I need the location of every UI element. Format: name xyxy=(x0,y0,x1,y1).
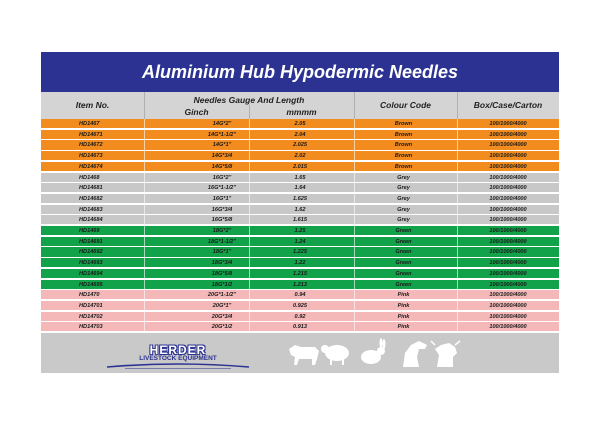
table-row xyxy=(41,322,559,332)
column-divider xyxy=(249,237,250,247)
item-no-cell: HD14674 xyxy=(79,163,103,170)
column-divider xyxy=(354,290,355,300)
box-case-carton-cell: 100/1000/4000 xyxy=(489,185,527,192)
box-case-carton-cell: 100/1000/4000 xyxy=(489,131,527,138)
item-no-cell: HD14684 xyxy=(79,217,103,224)
header-divider xyxy=(144,92,145,119)
colour-code-cell: Brown xyxy=(394,121,413,127)
table-row xyxy=(41,151,559,161)
table-row xyxy=(41,312,559,322)
column-divider xyxy=(144,269,145,279)
colour-code-cell: Grey xyxy=(397,195,410,202)
colour-code-cell: Pink xyxy=(397,313,410,320)
mm-cell: 1.25 xyxy=(294,228,306,234)
column-divider xyxy=(354,130,355,140)
ginch-cell: 20G*1" xyxy=(212,302,232,309)
box-case-carton-cell: 100/1000/4000 xyxy=(489,238,527,245)
cattle-icon xyxy=(289,345,319,365)
herder-logo xyxy=(103,343,253,369)
column-divider xyxy=(249,162,250,172)
rabbit-icon xyxy=(361,338,386,364)
header-box-case-carton: Box/Case/Carton xyxy=(473,100,543,110)
column-divider xyxy=(457,205,458,215)
item-no-cell: HD14695 xyxy=(79,281,103,288)
item-no-cell: HD14701 xyxy=(79,302,103,309)
table-row xyxy=(41,130,559,140)
box-case-carton-cell: 100/1000/4000 xyxy=(489,260,527,267)
header-divider xyxy=(457,92,458,119)
column-divider xyxy=(144,183,145,193)
column-divider xyxy=(249,322,250,332)
box-case-carton-cell: 100/1000/4000 xyxy=(489,195,527,202)
box-case-carton-cell: 100/1000/4000 xyxy=(489,324,527,331)
item-no-cell: HD14694 xyxy=(79,270,103,277)
item-no-cell: HD14683 xyxy=(79,206,103,213)
colour-code-cell: Grey xyxy=(397,185,410,192)
sheep-icon xyxy=(321,345,349,365)
colour-code-cell: Grey xyxy=(397,174,410,181)
column-divider xyxy=(144,194,145,204)
column-divider xyxy=(354,226,355,236)
table-row xyxy=(41,194,559,204)
column-divider xyxy=(144,140,145,150)
table-header xyxy=(41,92,559,119)
mm-cell: 2.02 xyxy=(294,153,306,160)
item-no-cell: HD14691 xyxy=(79,238,103,245)
column-divider xyxy=(144,237,145,247)
table-row xyxy=(41,301,559,311)
footer-bar xyxy=(41,333,559,373)
column-divider xyxy=(144,247,145,257)
mm-cell: 0.913 xyxy=(293,324,307,331)
box-case-carton-cell: 100/1000/4000 xyxy=(489,163,527,170)
header-divider xyxy=(354,92,355,119)
column-divider xyxy=(249,258,250,268)
ginch-cell: 14G*5/8 xyxy=(211,163,233,170)
mm-cell: 0.925 xyxy=(293,302,307,309)
item-no-cell: HD14693 xyxy=(79,260,103,267)
table-row xyxy=(41,247,559,257)
column-divider xyxy=(457,301,458,311)
ginch-cell: 18G*3/4 xyxy=(211,260,233,267)
ginch-cell: 14G*3/4 xyxy=(211,153,233,160)
ginch-cell: 18G*5/8 xyxy=(211,270,233,277)
colour-code-cell: Green xyxy=(395,260,412,267)
column-divider xyxy=(354,258,355,268)
mm-cell: 1.22 xyxy=(294,260,306,267)
table-row xyxy=(41,205,559,215)
table-row xyxy=(41,183,559,193)
ginch-cell: 16G*3/4 xyxy=(211,206,233,213)
column-divider xyxy=(354,215,355,225)
mm-cell: 1.215 xyxy=(293,270,307,277)
colour-code-cell: Grey xyxy=(397,217,410,224)
colour-code-cell: Grey xyxy=(397,206,410,213)
column-divider xyxy=(354,312,355,322)
table-row xyxy=(41,290,559,300)
column-divider xyxy=(354,301,355,311)
ginch-cell: 14G*1-1/2" xyxy=(207,131,237,138)
logo-sub: LIVESTOCK EQUIPMENT xyxy=(139,355,217,362)
column-divider xyxy=(457,215,458,225)
column-divider xyxy=(354,183,355,193)
box-case-carton-cell: 100/1000/4000 xyxy=(489,270,527,277)
table-row xyxy=(41,162,559,172)
column-divider xyxy=(457,247,458,257)
column-divider xyxy=(249,290,250,300)
item-no-cell: HD14681 xyxy=(79,185,103,192)
column-divider xyxy=(249,173,250,183)
colour-code-cell: Brown xyxy=(394,131,413,138)
column-divider xyxy=(144,173,145,183)
column-divider xyxy=(457,237,458,247)
ginch-cell: 20G*1/2 xyxy=(211,324,233,331)
item-no-cell: HD14672 xyxy=(79,142,103,149)
ginch-cell: 20G*1-1/2" xyxy=(207,292,237,299)
logo-swoosh-icon xyxy=(105,363,251,369)
column-divider xyxy=(144,162,145,172)
table-row xyxy=(41,258,559,268)
item-no-cell: HD1467 xyxy=(79,121,100,127)
mm-cell: 1.225 xyxy=(293,249,307,256)
column-divider xyxy=(457,173,458,183)
mm-cell: 1.65 xyxy=(294,174,306,181)
item-no-cell: HD1468 xyxy=(79,174,100,181)
item-no-cell: HD1470 xyxy=(79,292,100,299)
column-divider xyxy=(354,280,355,290)
item-no-cell: HD14703 xyxy=(79,324,103,331)
colour-code-cell: Brown xyxy=(394,142,413,149)
column-divider xyxy=(354,119,355,129)
column-divider xyxy=(249,119,250,129)
animal-icons xyxy=(285,337,485,369)
box-case-carton-cell: 100/1000/4000 xyxy=(489,153,527,160)
mm-cell: 2.04 xyxy=(294,131,306,138)
ginch-cell: 20G*3/4 xyxy=(211,313,233,320)
column-divider xyxy=(457,119,458,129)
column-divider xyxy=(144,258,145,268)
column-divider xyxy=(457,194,458,204)
mm-cell: 0.94 xyxy=(294,292,306,299)
ginch-cell: 18G*1-1/2" xyxy=(207,238,237,245)
column-divider xyxy=(457,290,458,300)
column-divider xyxy=(354,194,355,204)
box-case-carton-cell: 100/1000/4000 xyxy=(489,217,527,224)
table-row xyxy=(41,226,559,236)
item-no-cell: HD14702 xyxy=(79,313,103,320)
mm-cell: 1.615 xyxy=(293,217,307,224)
box-case-carton-cell: 100/1000/4000 xyxy=(489,313,527,320)
column-divider xyxy=(249,269,250,279)
box-case-carton-cell: 100/1000/4000 xyxy=(489,302,527,309)
table-row xyxy=(41,269,559,279)
ginch-cell: 18G*1/2 xyxy=(211,281,233,288)
header-ginch: Ginch xyxy=(184,107,209,117)
ginch-cell: 14G*2" xyxy=(212,121,232,127)
box-case-carton-cell: 100/1000/4000 xyxy=(489,174,527,181)
colour-code-cell: Brown xyxy=(394,163,413,170)
column-divider xyxy=(249,312,250,322)
column-divider xyxy=(249,151,250,161)
header-divider xyxy=(249,105,250,119)
column-divider xyxy=(144,205,145,215)
ginch-cell: 18G*2" xyxy=(212,228,232,234)
box-case-carton-cell: 100/1000/4000 xyxy=(489,121,527,127)
mm-cell: 1.625 xyxy=(293,195,307,202)
item-no-cell: HD1469 xyxy=(79,228,100,234)
header-gauge-length: Needles Gauge And Length xyxy=(193,95,305,105)
box-case-carton-cell: 100/1000/4000 xyxy=(489,206,527,213)
column-divider xyxy=(144,215,145,225)
column-divider xyxy=(144,226,145,236)
ginch-cell: 16G*1-1/2" xyxy=(207,185,237,192)
ginch-cell: 14G*1" xyxy=(212,142,232,149)
box-case-carton-cell: 100/1000/4000 xyxy=(489,228,527,234)
colour-code-cell: Brown xyxy=(394,153,413,160)
column-divider xyxy=(144,130,145,140)
header-mmmm: mmmm xyxy=(286,107,317,117)
header-colour-code: Colour Code xyxy=(380,100,431,110)
item-no-cell: HD14682 xyxy=(79,195,103,202)
mm-cell: 2.05 xyxy=(294,121,306,127)
column-divider xyxy=(457,322,458,332)
column-divider xyxy=(457,140,458,150)
column-divider xyxy=(354,162,355,172)
column-divider xyxy=(144,119,145,129)
product-sheet xyxy=(41,52,559,373)
column-divider xyxy=(144,280,145,290)
mm-cell: 2.015 xyxy=(293,163,307,170)
column-divider xyxy=(249,205,250,215)
column-divider xyxy=(457,130,458,140)
column-divider xyxy=(249,140,250,150)
horse-icon xyxy=(403,341,427,367)
colour-code-cell: Pink xyxy=(397,302,410,309)
ginch-cell: 18G*1" xyxy=(212,249,232,256)
table-row xyxy=(41,173,559,183)
column-divider xyxy=(354,140,355,150)
column-divider xyxy=(354,151,355,161)
column-divider xyxy=(144,322,145,332)
colour-code-cell: Green xyxy=(395,238,412,245)
colour-code-cell: Green xyxy=(395,270,412,277)
mm-cell: 0.92 xyxy=(294,313,306,320)
colour-code-cell: Pink xyxy=(397,292,410,299)
column-divider xyxy=(144,301,145,311)
table-row xyxy=(41,280,559,290)
table-row xyxy=(41,237,559,247)
item-no-cell: HD14673 xyxy=(79,153,103,160)
column-divider xyxy=(249,280,250,290)
mm-cell: 1.64 xyxy=(294,185,306,192)
column-divider xyxy=(457,183,458,193)
table-row xyxy=(41,140,559,150)
logo-name: HERDER xyxy=(149,343,207,357)
box-case-carton-cell: 100/1000/4000 xyxy=(489,249,527,256)
column-divider xyxy=(457,312,458,322)
header-item-no: Item No. xyxy=(75,100,110,110)
item-no-cell: HD14692 xyxy=(79,249,103,256)
column-divider xyxy=(354,173,355,183)
box-case-carton-cell: 100/1000/4000 xyxy=(489,281,527,288)
column-divider xyxy=(354,247,355,257)
table-row xyxy=(41,119,559,129)
item-no-cell: HD14671 xyxy=(79,131,103,138)
mm-cell: 2.025 xyxy=(293,142,307,149)
column-divider xyxy=(354,322,355,332)
column-divider xyxy=(457,151,458,161)
ginch-cell: 16G*5/8 xyxy=(211,217,233,224)
column-divider xyxy=(144,312,145,322)
column-divider xyxy=(249,226,250,236)
mm-cell: 1.213 xyxy=(293,281,307,288)
column-divider xyxy=(457,258,458,268)
column-divider xyxy=(249,301,250,311)
page-title: Aluminium Hub Hypodermic Needles xyxy=(141,62,459,82)
box-case-carton-cell: 100/1000/4000 xyxy=(489,142,527,149)
table-row xyxy=(41,215,559,225)
column-divider xyxy=(144,151,145,161)
column-divider xyxy=(457,162,458,172)
ginch-cell: 16G*1" xyxy=(212,195,232,202)
column-divider xyxy=(249,194,250,204)
column-divider xyxy=(354,205,355,215)
ginch-cell: 16G*2" xyxy=(212,174,232,181)
column-divider xyxy=(249,247,250,257)
colour-code-cell: Green xyxy=(395,228,412,234)
column-divider xyxy=(249,215,250,225)
colour-code-cell: Green xyxy=(395,281,412,288)
column-divider xyxy=(354,237,355,247)
column-divider xyxy=(457,269,458,279)
column-divider xyxy=(354,269,355,279)
cow-icon xyxy=(431,341,460,367)
mm-cell: 1.24 xyxy=(294,238,306,245)
column-divider xyxy=(457,226,458,236)
column-divider xyxy=(144,290,145,300)
title-bar xyxy=(41,52,559,92)
colour-code-cell: Green xyxy=(395,249,412,256)
mm-cell: 1.62 xyxy=(294,206,306,213)
box-case-carton-cell: 100/1000/4000 xyxy=(489,292,527,299)
column-divider xyxy=(457,280,458,290)
column-divider xyxy=(249,130,250,140)
column-divider xyxy=(249,183,250,193)
colour-code-cell: Pink xyxy=(397,324,410,331)
